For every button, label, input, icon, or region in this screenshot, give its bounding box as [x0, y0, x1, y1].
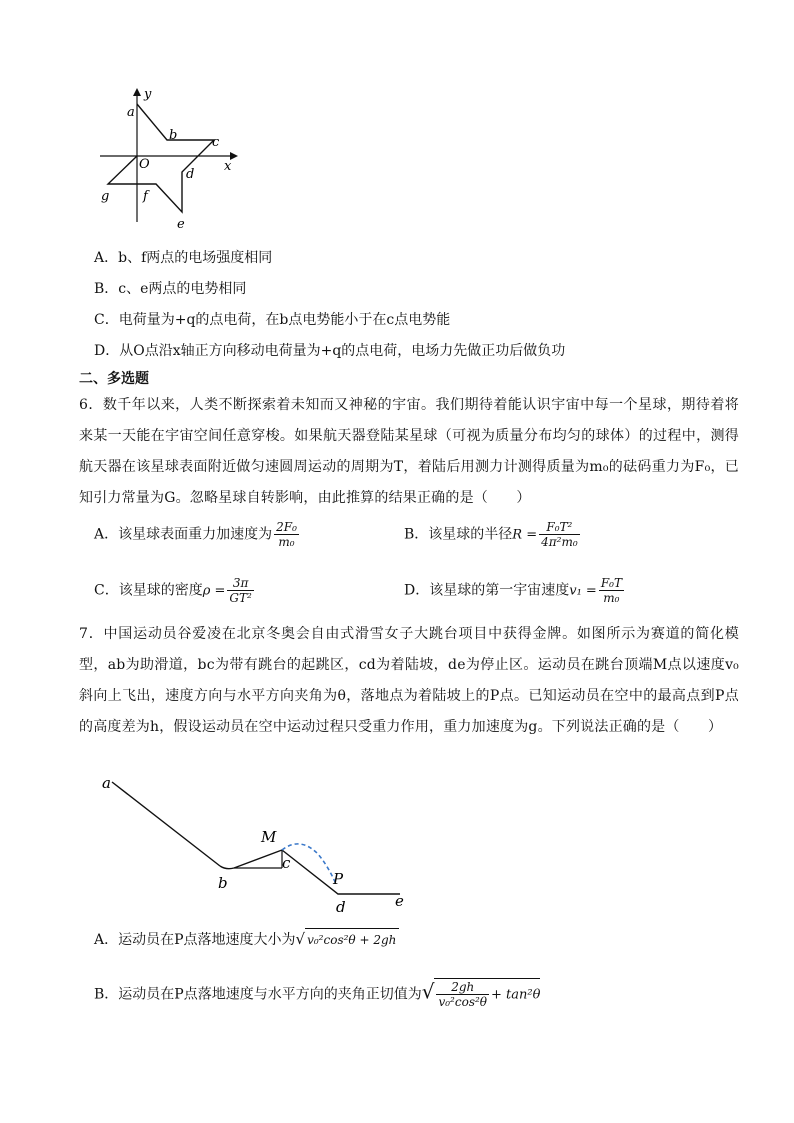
- q6-c-numerator: 3π: [227, 576, 253, 591]
- q7-option-b-fraction: [436, 980, 489, 1009]
- q6-option-b-text: B．该星球的半径: [404, 526, 513, 543]
- label-e: e: [395, 892, 404, 910]
- q6-option-b-fraction: [539, 520, 580, 549]
- q5-option-d[interactable]: D．从O点沿x轴正方向移动电荷量为+q的点电荷，电场力先做正功后做负功: [94, 343, 566, 359]
- track-bc: [220, 850, 282, 869]
- label-a: a: [102, 774, 111, 792]
- q5-option-b[interactable]: B．c、e两点的电势相同: [94, 281, 247, 297]
- q6-option-b-var: R =: [512, 527, 538, 543]
- q7-option-b-radicand: [434, 978, 540, 1009]
- q6-option-d-fraction: [599, 576, 624, 605]
- label-b: b: [218, 874, 228, 892]
- q7-option-b[interactable]: [94, 978, 540, 1009]
- label-c: c: [282, 854, 291, 872]
- star-figure: [92, 84, 242, 234]
- label-b: b: [169, 128, 178, 143]
- sqrt-sign: √: [421, 979, 435, 1004]
- q6-option-a-fraction: [274, 520, 299, 549]
- q7-b-numerator: 2gh: [436, 980, 489, 995]
- label-c: c: [212, 135, 220, 150]
- q5-option-a[interactable]: A．b、f两点的电场强度相同: [94, 250, 273, 266]
- label-d: d: [186, 167, 195, 182]
- q6-option-c-fraction: [227, 576, 253, 605]
- label-M: M: [261, 828, 277, 846]
- q6-option-a[interactable]: [94, 520, 301, 549]
- label-a: a: [127, 105, 135, 120]
- q7-option-a[interactable]: [94, 928, 399, 950]
- q6-option-c[interactable]: [94, 576, 256, 605]
- q7-option-b-tail: + tan²θ: [491, 987, 541, 1003]
- q6-d-numerator: F₀T: [600, 576, 622, 590]
- sqrt-sign: √: [295, 930, 306, 948]
- star-outline: [108, 104, 214, 212]
- label-P: P: [333, 870, 344, 888]
- ski-track-figure: [90, 770, 430, 915]
- label-origin: O: [139, 157, 150, 172]
- q7-b-denominator: v₀²cos²θ: [438, 995, 488, 1009]
- q6-option-b[interactable]: [404, 520, 582, 549]
- label-e: e: [177, 217, 185, 232]
- q6-c-denominator: GT²: [229, 591, 252, 605]
- q5-option-c[interactable]: C．电荷量为+q的点电荷，在b点电势能小于在c点电势能: [94, 312, 451, 328]
- q7-stem: 7．中国运动员谷爱凌在北京冬奥会自由式滑雪女子大跳台项目中获得金牌。如图所示为赛道的简化模型，ab为助滑道，bc为带有跳台的起跳区，cd为着陆坡，de为停止区。运动员在跳台顶端M点以速度v₀斜向上飞出，速度方向与水平方向夹角为θ，落地点为着陆坡上的P点。已知运动员在空中的最高点到P点的高度差为h，假设运动员在空中运动过程只受重力作用，重力加速度为g。下列说法正确的是（ ）: [79, 626, 739, 735]
- section-title: 二、多选题: [79, 371, 149, 387]
- label-f: f: [143, 189, 148, 204]
- q6-option-d-var: v₁ =: [569, 583, 597, 599]
- y-axis-arrow: [133, 88, 141, 96]
- label-x: x: [224, 159, 232, 174]
- q6-a-denominator: m₀: [278, 535, 295, 549]
- q6-option-a-text: A．该星球表面重力加速度为: [94, 526, 273, 543]
- q6-d-denominator: m₀: [603, 591, 620, 605]
- q6-b-numerator: F₀T²: [539, 520, 580, 535]
- q6-stem: 6．数千年以来，人类不断探索着未知而又神秘的宇宙。我们期待着能认识宇宙中每一个星球，期待着将来某一天能在宇宙空间任意穿梭。如果航天器登陆某星球（可视为质量分布均匀的球体）的过程中，测得航天器在该星球表面附近做匀速圆周运动的周期为T，着陆后用测力计测得质量为m₀的砝码重力为F₀，已知引力常量为G。忽略星球自转影响，由此推算的结果正确的是（ ）: [79, 397, 739, 506]
- q6-option-d[interactable]: [404, 576, 626, 605]
- q6-b-denominator: 4π²m₀: [541, 535, 578, 549]
- q7-option-a-text: A．运动员在P点落地速度大小为: [94, 932, 296, 948]
- label-d: d: [336, 898, 346, 915]
- label-g: g: [101, 189, 110, 204]
- q6-option-c-var: ρ =: [202, 583, 226, 599]
- label-y: y: [144, 87, 152, 102]
- q6-option-c-text: C．该星球的密度: [94, 582, 203, 599]
- q6-option-d-text: D．该星球的第一宇宙速度: [404, 582, 570, 599]
- track-ab: [112, 782, 220, 866]
- q6-a-numerator: 2F₀: [276, 520, 297, 534]
- q7-option-b-text: B．运动员在P点落地速度与水平方向的夹角正切值为: [94, 986, 422, 1003]
- q7-option-a-expr: v₀²cos²θ + 2gh: [305, 928, 399, 950]
